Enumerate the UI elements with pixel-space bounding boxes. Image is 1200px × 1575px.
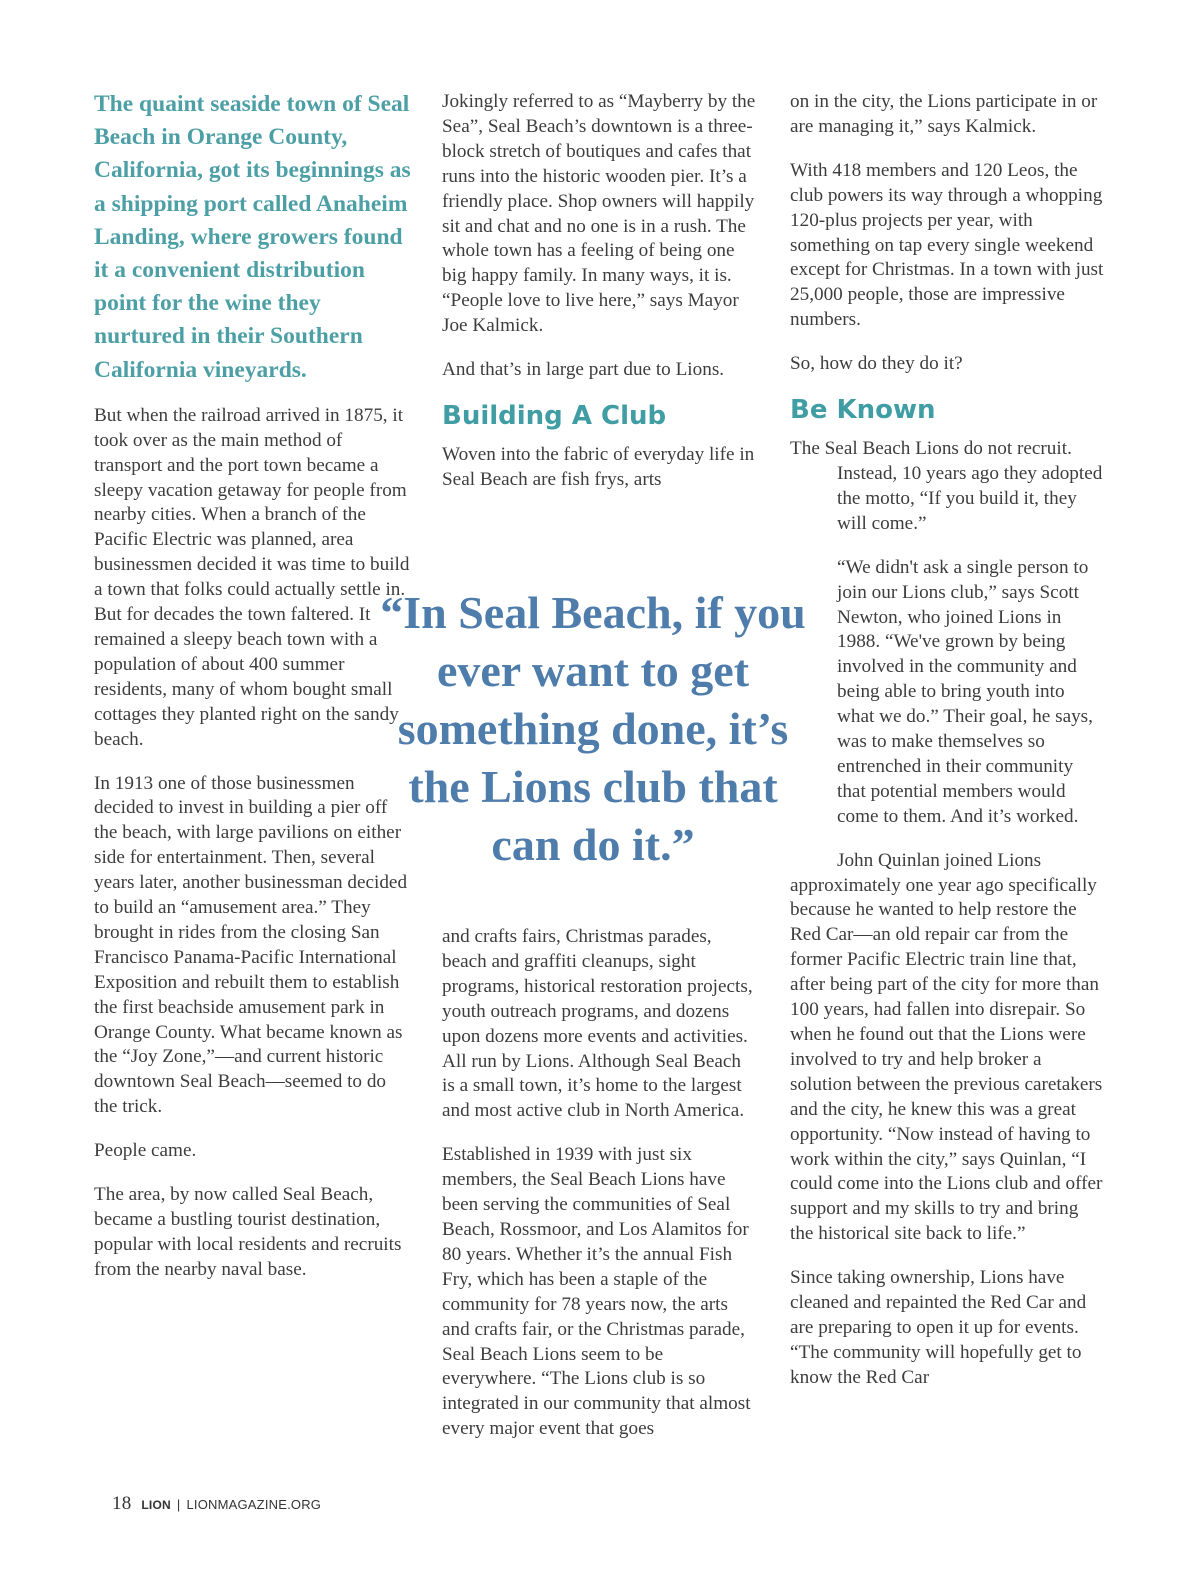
column-1-body bbox=[94, 404, 412, 1283]
paragraph: and crafts fairs, Christmas parades, beach and graffiti cleanups, sight programs, historical restoration projects, youth outreach programs, and dozens upon dozens more events and activities. All run by Lions. Although Seal Beach is a small town, it’s home to the largest and most active club in North America. bbox=[442, 926, 753, 1122]
paragraph-text: John Quinlan joined Lions approximately one year ago specifically because he wanted to help restore the Red Car—an old repair car from the former Pacific Electric train line that, after being part of the city for more than 100 years, had fallen into disrepair. So when he found out that the Lions were involved to try and help broker a solution between the previous caretakers and the city, he knew this was a great opportunity. “Now instead of having to work within the city,” says Quinlan, “I could come into the Lions club and offer support and my skills to try and bring the historical site back to life.” bbox=[790, 849, 1103, 1245]
lede-paragraph: The quaint seaside town of Seal Beach in Orange County, California, got its beginnings as a shipping port called Anaheim Landing, where growers found it a convenient distribution point for the wine they nurtured in their Southern California vineyards. bbox=[94, 91, 411, 383]
column-3 bbox=[790, 90, 1105, 1410]
indented-section bbox=[790, 437, 1105, 830]
pull-quote: “In Seal Beach, if you ever want to get something done, it’s the Lions club that can do it.” bbox=[380, 587, 806, 870]
paragraph: So, how do they do it? bbox=[790, 353, 963, 375]
paragraph: Jokingly referred to as “Mayberry by the Sea”, Seal Beach’s downtown is a three-block stretch of boutiques and cafes that runs into the historic wooden pier. It’s a friendly place. Shop owners will happily sit and chat and no one is in a rush. The whole town has a feeling of being one big happy family. In many ways, it is. “People love to live here,” says Mayor Joe Kalmick. bbox=[442, 91, 756, 337]
paragraph: The area, by now called Seal Beach, became a bustling tourist destination, popular with local residents and recruits from the nearby naval base. bbox=[94, 1184, 402, 1280]
column-2-top bbox=[442, 90, 757, 512]
paragraph: Established in 1939 with just six members, the Seal Beach Lions have been serving the communities of Seal Beach, Rossmoor, and Los Alamitos for 80 years. Whether it’s the annual Fish Fry, which has been a staple of the community for 78 years now, the arts and crafts fair, or the Christmas parade, Seal Beach Lions seem to be everywhere. “The Lions club is so integrated in our community that almost every major event that goes bbox=[442, 1144, 751, 1440]
page-footer bbox=[112, 1493, 321, 1515]
paragraph: Woven into the fabric of everyday life in Seal Beach are fish frys, arts bbox=[442, 443, 755, 490]
paragraph bbox=[790, 849, 1105, 1248]
page-number: 18 bbox=[112, 1493, 132, 1514]
paragraph: on in the city, the Lions participate in or are managing it,” says Kalmick. bbox=[790, 91, 1098, 137]
column-2-bottom bbox=[442, 925, 757, 1461]
paragraph: And that’s in large part due to Lions. bbox=[442, 359, 725, 381]
paragraph: “We didn't ask a single person to join our Lions club,” says Scott Newton, who joined Lions in 1988. “We've grown by being involved in the community and being able to bring youth into what we do.” Their goal, he says, was to make themselves so entrenched in their community that potential members would come to them. And it’s worked. bbox=[837, 556, 1093, 827]
paragraph: In 1913 one of those businessmen decided to invest in building a pier off the beach, with large pavilions on either side for entertainment. Then, several years later, another businessman decided to build an “amusement area.” They brought in rides from the closing San Francisco Panama-Pacific International Exposition and rebuilt them to establish the first beachside amusement park in Orange County. What became known as the “Joy Zone,”—and current historic downtown Seal Beach—seemed to do the trick. bbox=[94, 772, 408, 1118]
subhead-be-known: Be Known bbox=[790, 395, 936, 426]
paragraph: People came. bbox=[94, 1140, 197, 1162]
footer-separator: | bbox=[176, 1497, 181, 1512]
paragraph: Since taking ownership, Lions have cleaned and repainted the Red Car and are preparing to open it up for events. “The community will hopefully get to know the Red Car bbox=[790, 1267, 1087, 1388]
magazine-website: LIONMAGAZINE.ORG bbox=[186, 1497, 322, 1512]
paragraph: But when the railroad arrived in 1875, it took over as the main method of transport and the port town became a sleepy vacation getaway for people from nearby cities. When a branch of the Pacific Electric was planned, area businessmen decided it was time to build a town that folks could actually settle in. But for decades the town faltered. It remained a sleepy beach town with a population of about 400 summer residents, many of whom bought small cottages they planted right on the sandy beach. bbox=[94, 404, 410, 750]
paragraph: With 418 members and 120 Leos, the club powers its way through a whopping 120-plus projects per year, with something on tap every single weekend except for Christmas. In a town with just 25,000 people, those are impressive numbers. bbox=[790, 159, 1104, 331]
subhead-building-a-club: Building A Club bbox=[442, 400, 667, 431]
magazine-brand: LION bbox=[141, 1498, 171, 1512]
paragraph: The Seal Beach Lions do not recruit. Instead, 10 years ago they adopted the motto, “If you build it, they will come.” bbox=[790, 438, 1103, 534]
column-1 bbox=[94, 88, 412, 1302]
